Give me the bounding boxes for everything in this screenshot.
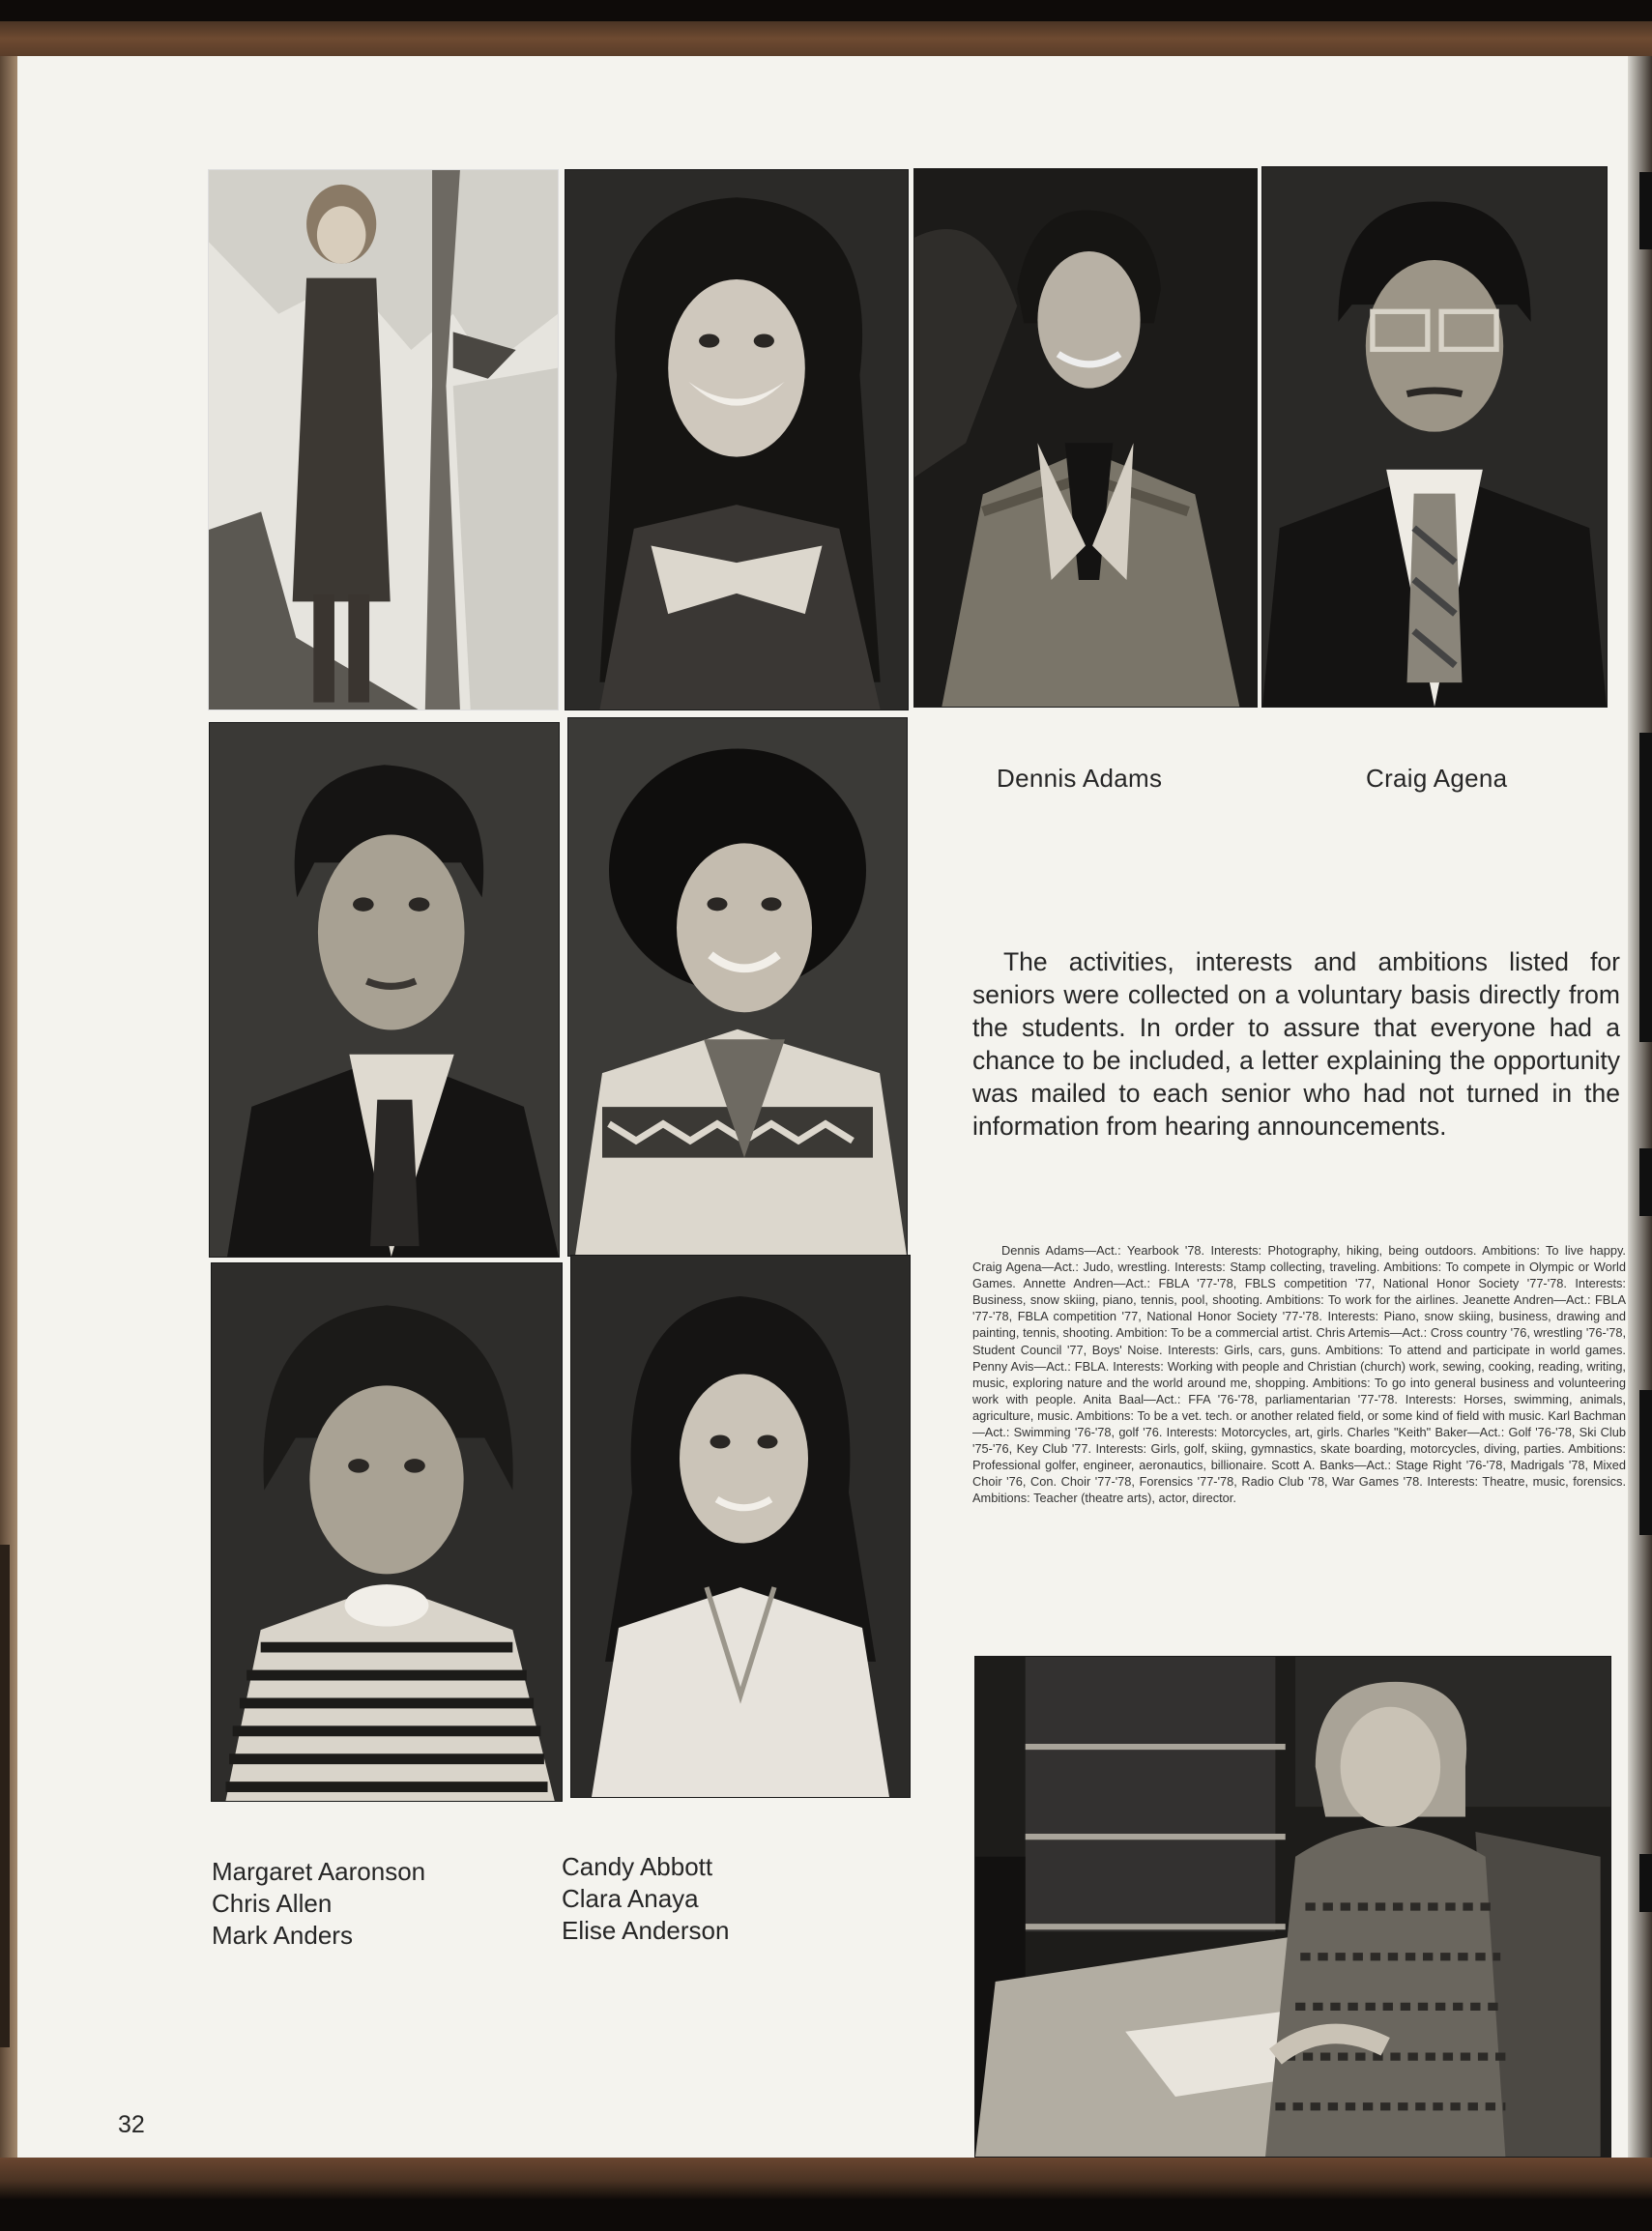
photo-dennis-adams [913, 168, 1258, 708]
page-number: 32 [118, 2111, 145, 2138]
photo-chris-allen [209, 722, 560, 1258]
photo-clara-anaya [567, 717, 908, 1257]
photo-margaret-aaronson [208, 169, 559, 710]
photo-elise-anderson [570, 1255, 911, 1798]
senior-bios-text: Dennis Adams—Act.: Yearbook '78. Interests: Photography, hiking, being outdoors. Ambitions: To live happy. Craig Agena—Act.: Judo, wrestling. Interests: Stamp collecting, traveling. Ambitions: To compete in Olympic or World Games. Annette Andren—Act.: FBLA '77-'78, FBLS competition '77, National Honor Society '77-'78. Interests: Business, snow skiing, piano, tennis, pool, shooting. Ambitions: To work for the airlines. Jeanette Andren—Act.: FBLA '77-'78, FBLA competition '77, National Honor Society '77-'78. Interests: Piano, snow skiing, business, drawing and painting, tennis, shooting. Ambition: To be a commercial artist. Chris Artemis—Act.: Cross country '76, wrestling '76-'78, Student Council '77, Boys' Noise. Interests: Girls, cars, guns. Ambitions: To attend and participate in world games. Penny Avis—Act.: FBLA. Interests: Working with people and Christian (church) work, sewing, cooking, reading, writing, music, exploring nature and the world around me, shopping. Ambitions: To go into general business and volunteering work with people. Anita Baal—Act.: FFA '76-'78, parliamentarian '77-'78. Interests: Horses, swimming, animals, agriculture, music. Ambitions: To be a vet. tech. or another related field, or some kind of field with music. Karl Bachman—Act.: Swimming '76-'78, golf '76. Interests: Motorcycles, art, girls. Charles "Keith" Baker—Act.: Golf '76-'78, Ski Club '75-'76, Key Club '77. Interests: Girls, golf, skiing, gymnastics, skate boarding, motorcycles, diving, parties. Ambitions: Professional golfer, engineer, aeronautics, billionaire. Scott A. Banks—Act.: Stage Right '76-'78, Madrigals '78, Mixed Choir '76, Con. Choir '77-'78, Forensics '77-'78, Radio Club '78, War Games '78. Interests: Theatre, music, forensics. Ambitions: Teacher (theatre arts), actor, director. [972, 1243, 1626, 1506]
name-mark-anders: Mark Anders [212, 1921, 353, 1950]
scan-right-edge [1628, 56, 1652, 2158]
photo-names-right-column [562, 1851, 729, 1947]
photo-candy-abbott [565, 169, 909, 710]
yearbook-page [17, 56, 1628, 2158]
name-margaret-aaronson: Margaret Aaronson [212, 1857, 426, 1886]
caption-craig-agena: Craig Agena [1366, 764, 1508, 793]
photo-candid-student-reading [974, 1656, 1611, 2158]
photo-craig-agena [1261, 166, 1608, 708]
name-elise-anderson: Elise Anderson [562, 1916, 730, 1945]
scan-bottom-edge [0, 2158, 1652, 2231]
photo-mark-anders [211, 1262, 563, 1802]
intro-paragraph: The activities, interests and ambitions listed for seniors were collected on a voluntary basis directly from the students. In order to assure that everyone had a chance to be included, a letter explaining the opportunity was mailed to each senior who had not turned in the information from hearing announcements. [972, 947, 1620, 1141]
name-chris-allen: Chris Allen [212, 1889, 333, 1918]
name-clara-anaya: Clara Anaya [562, 1884, 699, 1913]
scan-left-edge [0, 56, 17, 2158]
scan-top-edge [0, 0, 1652, 56]
name-candy-abbott: Candy Abbott [562, 1852, 713, 1881]
caption-dennis-adams: Dennis Adams [997, 764, 1163, 793]
photo-names-left-column [212, 1856, 425, 1952]
